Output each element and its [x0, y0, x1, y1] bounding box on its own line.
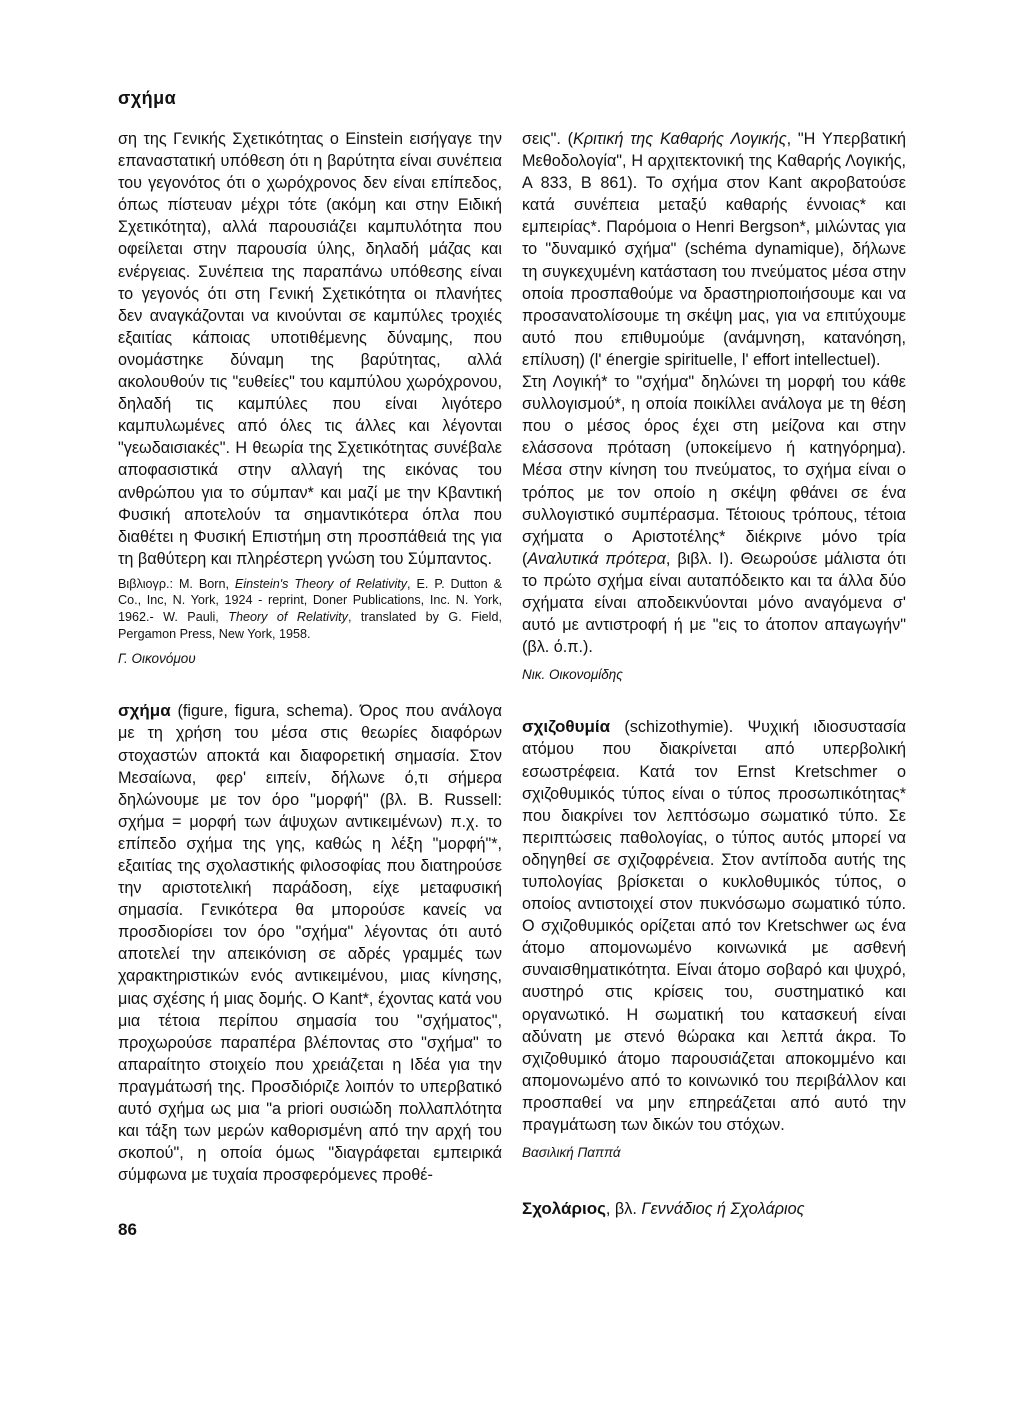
cont-title: Κριτική της Καθαρής Λογικής: [573, 130, 787, 148]
cont-prefix: σεις". (: [522, 130, 574, 148]
page-number: 86: [118, 1220, 137, 1239]
entry-schima: [118, 700, 502, 1186]
headword: σχιζοθυμία: [522, 717, 611, 737]
para-title: Αναλυτικά πρότερα: [527, 549, 666, 568]
para-text-c: , βιβλ. Ι). Θεωρούσε μάλιστα ότι το πρώτο σχήμα είναι αυταπόδεικτο και τα άλλα δύο σχήματα είναι αποδεικνύονται μόνο αναγόμενα σ' αυτό με αντιστροφή ή με "εις το άτοπον απαγωγήν" (βλ. ό.π.).: [522, 549, 906, 657]
bib-prefix: Βιβλιογρ.: M. Born,: [118, 576, 235, 591]
cont-text: , "Η Υπερβατική Μεθοδολογία", Η αρχιτεκτονική της Καθαρής Λογικής, Α 833, Β 861). Το σχήμα στον Kant ακροβατούσε κατά συνέπεια μεταξύ καθαρής έννοιας* και εμπειρίας*. Παρόμοια ο Henri Bergson*, μιλώντας για το "δυναμικό σχήμα" (schéma dynamique), δήλωνε τη συγκεχυμένη κατάσταση του πνεύματος μέσα στην οποία προσπαθούμε να δραστηριοποιήσουμε και να προσανατολίσουμε τη σκέψη μας, για να επιτύχουμε αυτό που επιθυμούμε (ανάμνηση, κατανόηση, επίλυση) (l' énergie spirituelle, l' effort intellectuel).: [522, 130, 906, 369]
paragraph-logic: [522, 371, 906, 658]
entry-text: (schizothymie). Ψυχική ιδιοσυστασία ατόμου που διακρίνεται από υπερβολική εσωστρέφεια. Κατά τον Ernst Kretschmer ο σχιζοθυμικός τύπος είναι ο τύπος προσωπικότητας* που διακρίνει τον λεπτόσωμο σωματικό τύπο. Σε περιπτώσεις παθολογίας, ο τύπος αυτός μπορεί να οδηγηθεί σε σχιζοφρένεια. Στον αντίποδα αυτής της τυπολογίας βρίσκεται ο κυκλοθυμικός τύπος, ο οποίος αντιστοιχεί στον πυκνόσωμο σωματικό τύπο. Ο σχιζοθυμικός ορίζεται από τον Kretschwer ως ένα άτομο απομονωμένο κοινωνικά με ασθενή συναισθηματικότητα. Είναι άτομο σοβαρό και ψυχρό, αυστηρό στις κρίσεις του, συστηματικό και οργανωτικό. Η σωματική του κατασκευή είναι αδύνατη με στενό θώρακα και λεπτά άκρα. Το σχιζοθυμικό άτομο παρουσιάζεται αποκομμένο και απομονωμένο από το κοινωνικό του περιβάλλον και προσπαθεί να μην επηρεάζεται από αυτό την πραγμάτωση των δικών του στόχων.: [522, 718, 906, 1135]
bib-title-2: Theory of Relativity: [228, 610, 348, 625]
bib-mid: , E. P. Dutton & Co., Inc, N. York, 1924 - reprint, Doner Publications, Inc. N. York, 1962.- W. Pauli,: [118, 576, 502, 625]
author-signature: Νικ. Οικονομίδης: [522, 667, 623, 683]
bib-title-1: Einstein's Theory of Relativity: [234, 576, 408, 591]
cross-reference: Γεννάδιος ή Σχολάριος: [641, 1200, 805, 1219]
paragraph-continuation: [522, 128, 906, 371]
xref-prefix: , βλ.: [605, 1200, 642, 1219]
right-column: [522, 128, 906, 1220]
paragraph-continuation: ση της Γενικής Σχετικότητας ο Einstein εισήγαγε την επαναστατική υπόθεση ότι η βαρύτητα είναι συνέπεια του γεγονότος ότι ο χωρόχρονος δεν είναι επίπεδος, όπως πίστευαν μέχρι τότε (ακόμη και στην Ειδική Σχετικότητα), αλλά παρουσιάζει καμπυλότητα που οφείλεται στην παρουσία ύλης, δηλαδή μάζας και ενέργειας. Συνέπεια της παραπάνω υπόθεσης είναι το γεγονός ότι στη Γενική Σχετικότητα οι πλανήτες δεν αναγκάζονται να κινούνται σε καμπύλες τροχιές εξαιτίας κάποιας υποτιθέμενης δύναμης, που ονομάστηκε δύναμη της βαρύτητας, αλλά ακολουθούν τις "ευθείες" του καμπύλου χωρόχρονου, δηλαδή τις καμπύλες που είναι λιγότερο καμπυλωμένες από όλες τις άλλες και λέγονται "γεωδαισιακές". Η θεωρία της Σχετικότητας συνέβαλε αποφασιστικά στην αλλαγή της εικόνας του ανθρώπου για το σύμπαν* και μαζί με την Κβαντική Φυσική αποτελούν τα σημαντικότερα όπλα που διαθέτει η Φυσική Επιστήμη στη προσπάθειά της για τη βαθύτερη και πληρέστερη γνώση του Σύμπαντος.: [118, 130, 502, 568]
author-signature: Βασιλική Παππά: [522, 1145, 621, 1161]
entry-schizothymia: [522, 716, 906, 1136]
entry-scholarios: [522, 1198, 906, 1220]
author-signature: Γ. Οικονόμου: [118, 651, 196, 667]
bib-end: , translated by G. Field, Pergamon Press, New York, 1958.: [118, 610, 502, 641]
left-column: [118, 128, 502, 1186]
headword: σχήμα: [118, 701, 171, 721]
running-head: σχήμα: [118, 88, 177, 108]
headword: Σχολάριος: [522, 1199, 606, 1219]
entry-text: (figure, figura, schema). Όρος που ανάλογα με τη χρήση του μέσα στις θεωρίες διαφόρων στοχαστών αποκτά και διαφορετική σημασία. Στον Μεσαίωνα, φερ' ειπείν, δήλωνε ό,τι σήμερα δηλώνουμε με τον όρο "μορφή" (βλ. B. Russell: σχήμα = μορφή των άψυχων αντικειμένων) π.χ. το επίπεδο σχήμα της γης, καθώς η λέξη "μορφή"*, εξαιτίας της σχολαστικής φιλοσοφίας που διατηρούσε την αριστοτελική παράδοση, είχε μεταφυσική σημασία. Γενικότερα θα μπορούσε κανείς να προσδιορίσει τον όρο "σχήμα" λέγοντας ότι αυτό αποτελεί την απεικόνιση σε αδρές γραμμές των χαρακτηριστικών ενός αντικειμένου, μιας κίνησης, μιας σχέσης ή μιας δομής. Ο Kant*, έχοντας κατά νου μια τέτοια περίπου σημασία του "σχήματος", προχωρούσε παραπέρα βλέποντας στο "σχήμα" το απαραίτητο στοιχείο που χρειάζεται η Ιδέα για την πραγμάτωσή της. Προσδιόριζε λοιπόν το υπερβατικό αυτό σχήμα ως μια "a priori ουσιώδη πολλαπλότητα και τάξη των μερών καθορισμένη από την αρχή του σκοπού", η οποία όμως "διαγράφεται εμπειρικά σύμφωνα με τυχαία προσφερόμενες προθέ-: [118, 702, 502, 1185]
para-text-a: Στη Λογική* το "σχήμα" δηλώνει τη μορφή του κάθε συλλογισμού*, η οποία ποικίλλει ανάλογα με τη θέση που ο μέσος όρος έχει στη μείζονα και στην ελάσσονα πρόταση (υποκείμενο ή κατηγόρημα). Μέσα στην κίνηση του πνεύματος, το σχήμα είναι ο τρόπος με τον οποίο η σκέψη φθάνει σε ένα συλλογιστικό συμπέρασμα. Τέτοιους τρόπους, τέτοια σχήματα ο Αριστοτέλης* διέκρινε μόνο τρία (: [522, 373, 906, 568]
bibliography: [118, 576, 502, 642]
